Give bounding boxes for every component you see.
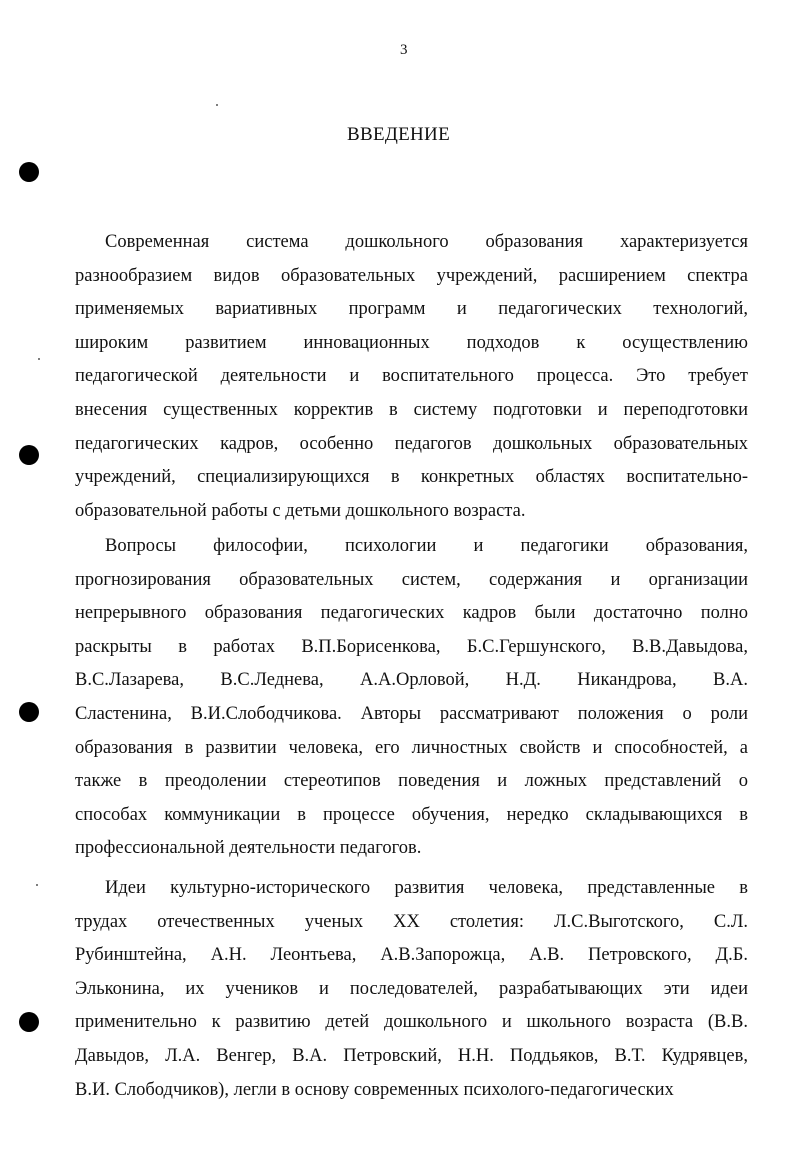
text-line: В.С.Лазарева, В.С.Леднева, А.А.Орловой, Н.Д. Никандрова, В.А. xyxy=(75,670,748,691)
text-line: В.И. Слободчиков), легли в основу современных психолого-педагогических xyxy=(75,1079,674,1100)
text-line: Идеи культурно-исторического развития человека, представленные в xyxy=(105,878,748,898)
binder-hole-icon xyxy=(19,1012,39,1032)
text-line: способах коммуникации в процессе обучения, нередко складывающихся в xyxy=(75,804,748,825)
binder-hole-icon xyxy=(19,445,39,465)
page-title: ВВЕДЕНИЕ xyxy=(347,124,450,145)
text-line: Сластенина, В.И.Слободчикова. Авторы рассматривают положения о роли xyxy=(75,704,748,724)
binder-hole-icon xyxy=(19,702,39,722)
text-line: прогнозирования образовательных систем, содержания и организации xyxy=(75,569,748,590)
text-line: педагогической деятельности и воспитательного процесса. Это требует xyxy=(75,366,748,387)
text-line: трудах отечественных ученых XX столетия: Л.С.Выготского, С.Л. xyxy=(75,911,748,932)
text-line: разнообразием видов образовательных учреждений, расширением спектра xyxy=(75,265,748,286)
text-line: раскрыты в работах В.П.Борисенкова, Б.С.Гершунского, В.В.Давыдова, xyxy=(75,636,748,657)
text-line: профессиональной деятельности педагогов. xyxy=(75,838,422,859)
text-line: учреждений, специализирующихся в конкретных областях воспитательно- xyxy=(75,467,748,488)
scan-speck xyxy=(216,104,218,106)
text-line: Рубинштейна, А.Н. Леонтьева, А.В.Запорожца, А.В. Петровского, Д.Б. xyxy=(75,945,748,966)
text-line: образования в развитии человека, его личностных свойств и способностей, а xyxy=(75,737,748,758)
text-line: Современная система дошкольного образования характеризуется xyxy=(105,232,748,252)
scan-speck xyxy=(36,884,38,886)
text-line: применяемых вариативных программ и педагогических технологий, xyxy=(75,299,748,320)
page-number: 3 xyxy=(400,42,408,58)
binder-hole-icon xyxy=(19,162,39,182)
text-line: Эльконина, их учеников и последователей, разрабатывающих эти идеи xyxy=(75,978,748,999)
text-line: Вопросы философии, психологии и педагогики образования, xyxy=(105,536,748,556)
scan-speck xyxy=(38,358,40,360)
text-line: также в преодолении стереотипов поведения и ложных представлений о xyxy=(75,771,748,792)
text-line: образовательной работы с детьми дошкольного возраста. xyxy=(75,500,526,521)
text-line: внесения существенных корректив в систему подготовки и переподготовки xyxy=(75,400,748,420)
text-line: применительно к развитию детей дошкольного и школьного возраста (В.В. xyxy=(75,1012,748,1033)
text-line: непрерывного образования педагогических кадров были достаточно полно xyxy=(75,603,748,624)
text-line: широким развитием инновационных подходов к осуществлению xyxy=(75,332,748,353)
text-line: педагогических кадров, особенно педагогов дошкольных образовательных xyxy=(75,433,748,454)
text-line: Давыдов, Л.А. Венгер, В.А. Петровский, Н.Н. Поддьяков, В.Т. Кудрявцев, xyxy=(75,1046,748,1066)
